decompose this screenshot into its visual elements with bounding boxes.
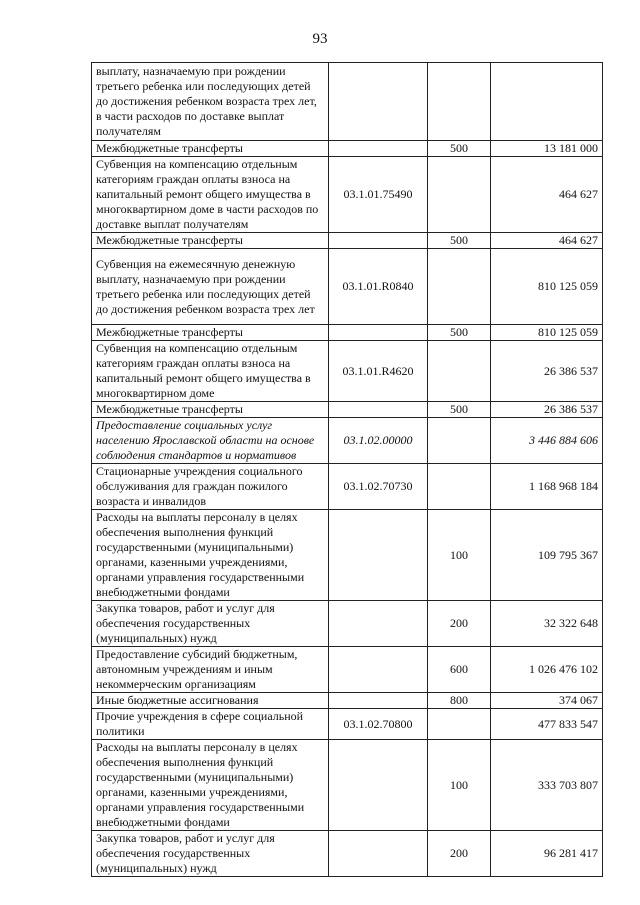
table-row — [92, 249, 603, 325]
row-expense-type-cell — [428, 157, 491, 233]
table-row — [92, 325, 603, 341]
table-row — [92, 63, 603, 141]
row-code-cell: 03.1.02.70800 — [329, 709, 428, 740]
row-code-cell — [329, 325, 428, 341]
budget-table — [91, 62, 603, 877]
row-amount-cell: 810 125 059 — [491, 325, 603, 341]
row-code-cell — [329, 510, 428, 601]
row-amount-cell: 464 627 — [491, 157, 603, 233]
row-expense-type-cell: 100 — [428, 740, 491, 831]
row-expense-type-cell: 100 — [428, 510, 491, 601]
row-name-cell: Субвенция на компенсацию отдельным категориям граждан оплаты взноса на капитальный ремонт общего имущества в многоквартирном доме — [92, 341, 329, 402]
row-name-cell: Расходы на выплаты персоналу в целях обеспечения выполнения функций государственными (муниципальными) органами, казенными учреждениями, органами управления государственными внебюджетными фондами — [92, 740, 329, 831]
row-name-cell: Межбюджетные трансферты — [92, 233, 329, 249]
row-code-cell: 03.1.01.R4620 — [329, 341, 428, 402]
row-name-cell: Предоставление субсидий бюджетным, автономным учреждениям и иным некоммерческим организациям — [92, 647, 329, 693]
row-expense-type-cell: 500 — [428, 141, 491, 157]
row-expense-type-cell — [428, 341, 491, 402]
row-amount-cell — [491, 63, 603, 141]
row-name-cell: Прочие учреждения в сфере социальной политики — [92, 709, 329, 740]
table-row — [92, 647, 603, 693]
row-name-cell: Межбюджетные трансферты — [92, 402, 329, 418]
row-amount-cell: 26 386 537 — [491, 341, 603, 402]
row-expense-type-cell — [428, 249, 491, 325]
row-code-cell: 03.1.02.00000 — [329, 418, 428, 464]
table-row — [92, 418, 603, 464]
row-expense-type-cell: 600 — [428, 647, 491, 693]
row-name-cell: Закупка товаров, работ и услуг для обеспечения государственных (муниципальных) нужд — [92, 601, 329, 647]
row-name-cell: Закупка товаров, работ и услуг для обеспечения государственных (муниципальных) нужд — [92, 831, 329, 877]
table-row — [92, 709, 603, 740]
row-amount-cell: 1 026 476 102 — [491, 647, 603, 693]
row-amount-cell: 374 067 — [491, 693, 603, 709]
row-code-cell — [329, 647, 428, 693]
row-amount-cell: 477 833 547 — [491, 709, 603, 740]
row-code-cell — [329, 740, 428, 831]
row-expense-type-cell — [428, 464, 491, 510]
row-name-cell: Межбюджетные трансферты — [92, 325, 329, 341]
row-amount-cell: 109 795 367 — [491, 510, 603, 601]
row-amount-cell: 810 125 059 — [491, 249, 603, 325]
row-name-cell: Субвенция на компенсацию отдельным категориям граждан оплаты взноса на капитальный ремонт общего имущества в многоквартирном доме в части расходов по доставке выплат получателям — [92, 157, 329, 233]
row-amount-cell: 13 181 000 — [491, 141, 603, 157]
row-amount-cell: 1 168 968 184 — [491, 464, 603, 510]
row-expense-type-cell: 500 — [428, 233, 491, 249]
row-amount-cell: 26 386 537 — [491, 402, 603, 418]
row-code-cell — [329, 233, 428, 249]
row-amount-cell: 3 446 884 606 — [491, 418, 603, 464]
budget-table-body — [92, 63, 603, 877]
row-code-cell: 03.1.02.70730 — [329, 464, 428, 510]
row-expense-type-cell — [428, 709, 491, 740]
table-row — [92, 141, 603, 157]
row-code-cell — [329, 601, 428, 647]
table-row — [92, 464, 603, 510]
table-row — [92, 233, 603, 249]
row-expense-type-cell: 200 — [428, 601, 491, 647]
row-code-cell: 03.1.01.75490 — [329, 157, 428, 233]
row-expense-type-cell: 800 — [428, 693, 491, 709]
row-code-cell — [329, 402, 428, 418]
table-row — [92, 601, 603, 647]
row-name-cell: Иные бюджетные ассигнования — [92, 693, 329, 709]
table-row — [92, 510, 603, 601]
row-name-cell: Субвенция на ежемесячную денежную выплату, назначаемую при рождении третьего ребенка или последующих детей до достижения ребенком возраста трех лет — [92, 249, 329, 325]
table-row — [92, 402, 603, 418]
row-expense-type-cell — [428, 63, 491, 141]
row-code-cell — [329, 693, 428, 709]
row-amount-cell: 464 627 — [491, 233, 603, 249]
row-amount-cell: 333 703 807 — [491, 740, 603, 831]
row-name-cell: Предоставление социальных услуг населению Ярославской области на основе соблюдения стандартов и нормативов — [92, 418, 329, 464]
row-expense-type-cell: 500 — [428, 325, 491, 341]
row-name-cell: Расходы на выплаты персоналу в целях обеспечения выполнения функций государственными (муниципальными) органами, казенными учреждениями, органами управления государственными внебюджетными фондами — [92, 510, 329, 601]
row-code-cell — [329, 141, 428, 157]
row-expense-type-cell: 200 — [428, 831, 491, 877]
row-amount-cell: 32 322 648 — [491, 601, 603, 647]
row-name-cell: Межбюджетные трансферты — [92, 141, 329, 157]
table-row — [92, 831, 603, 877]
row-name-cell: Стационарные учреждения социального обслуживания для граждан пожилого возраста и инвалидов — [92, 464, 329, 510]
row-expense-type-cell: 500 — [428, 402, 491, 418]
row-code-cell: 03.1.01.R0840 — [329, 249, 428, 325]
table-row — [92, 157, 603, 233]
row-amount-cell: 96 281 417 — [491, 831, 603, 877]
table-row — [92, 341, 603, 402]
row-expense-type-cell — [428, 418, 491, 464]
row-name-cell: выплату, назначаемую при рождении третьего ребенка или последующих детей до достижения ребенком возраста трех лет, в части расходов по доставке выплат получателям — [92, 63, 329, 141]
row-code-cell — [329, 831, 428, 877]
row-code-cell — [329, 63, 428, 141]
page-number: 93 — [312, 31, 328, 47]
table-row — [92, 740, 603, 831]
table-row — [92, 693, 603, 709]
